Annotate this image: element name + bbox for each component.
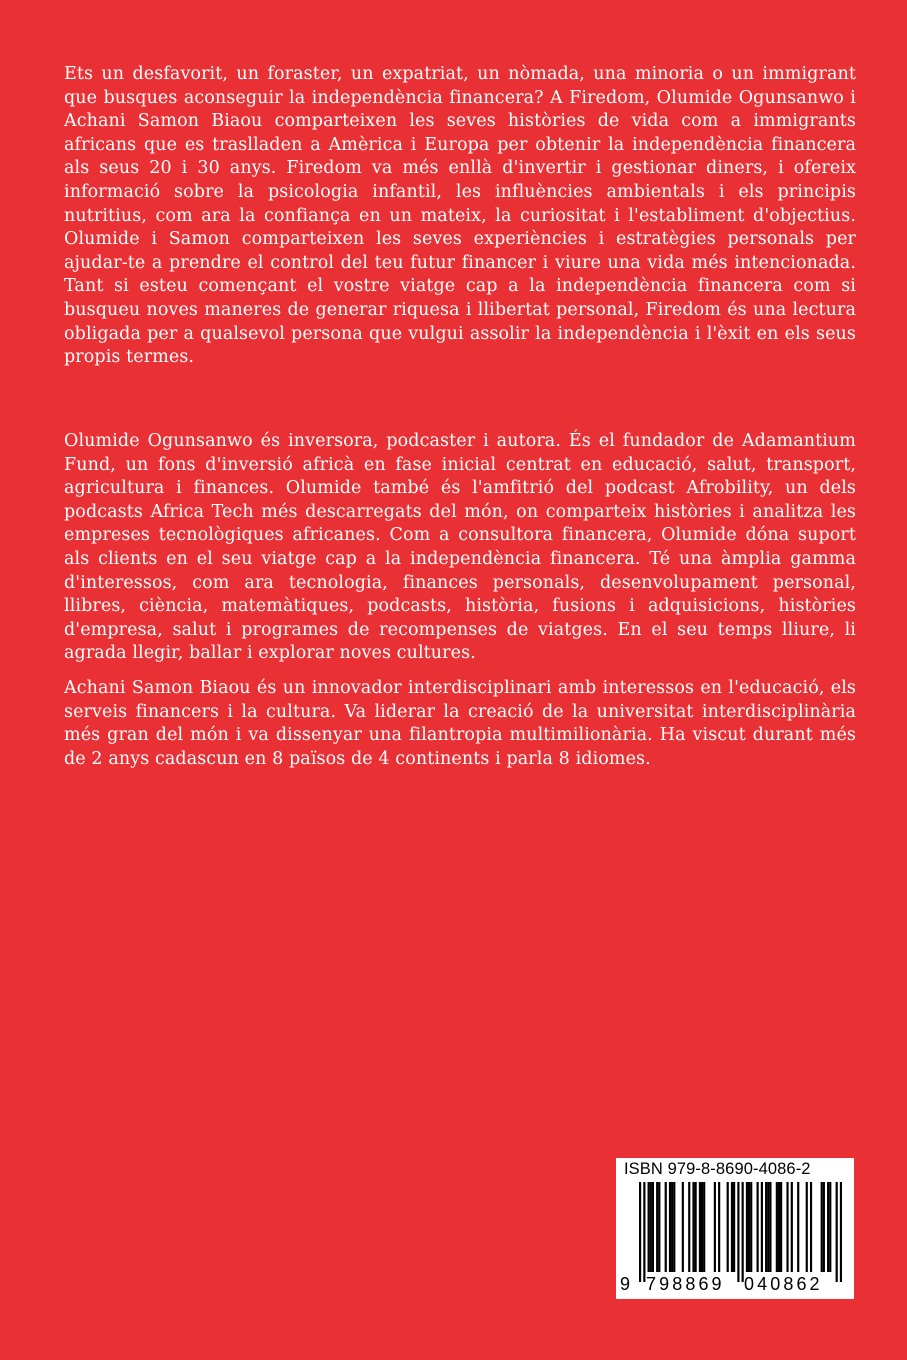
- barcode-bar: [669, 1182, 671, 1272]
- barcode-bar: [718, 1182, 720, 1272]
- barcode-bar: [797, 1182, 799, 1272]
- isbn-barcode-box: [616, 1158, 854, 1299]
- barcode-bar: [757, 1182, 759, 1272]
- barcode-bar: [827, 1182, 829, 1272]
- barcode-bar: [714, 1182, 716, 1272]
- barcode-bar: [742, 1182, 744, 1282]
- barcode-bar: [701, 1182, 703, 1272]
- barcode-bar: [765, 1182, 767, 1272]
- barcode-bar: [767, 1182, 769, 1272]
- barcode-bar: [692, 1182, 694, 1272]
- author-bio-olumide: Olumide Ogunsanwo és inversora, podcaster i autora. És el fundador de Adamantium Fund, un fons d'inversió africà en fase inicial centrat en educació, salut, transport, agricultura i finances. Olumide també és l'amfitrió del podcast Afrobility, un dels podcasts Africa Tech més descarregats del món, on comparteix històries i analitza les empreses tecnològiques africanes. Com a consultora financera, Olumide dóna suport als clients en el seu viatge cap a la independència financera. Té una àmplia gamma d'interessos, com ara tecnologia, finances personals, desenvolupament personal, llibres, ciència, matemàtiques, podcasts, història, fusions i adquisicions, històries d'empresa, salut i programes de recompenses de viatges. En el seu temps lliure, li agrada llegir, ballar i explorar noves cultures.: [64, 431, 856, 664]
- barcode-bar: [823, 1182, 825, 1272]
- barcode-bar: [810, 1182, 812, 1272]
- barcode-digits-right: 040862: [744, 1274, 823, 1294]
- barcode-bar: [648, 1182, 650, 1272]
- barcode-bar: [658, 1182, 660, 1272]
- barcode-bar: [665, 1182, 667, 1272]
- barcode-icon: [639, 1182, 842, 1282]
- isbn-label: ISBN 979-8-8690-4086-2: [624, 1160, 811, 1178]
- barcode-bar: [639, 1182, 641, 1282]
- barcode-bar: [840, 1182, 842, 1282]
- barcode-bar: [727, 1182, 729, 1272]
- barcode-bar: [750, 1182, 752, 1272]
- barcode-bar: [806, 1182, 808, 1272]
- barcode-digits: [616, 1273, 854, 1295]
- barcode-bar: [695, 1182, 697, 1272]
- barcode-bar: [748, 1182, 750, 1272]
- author-bio-samon: Achani Samon Biaou és un innovador interdisciplinari amb interessos en l'educació, els serveis financers i la cultura. Va liderar la creació de la universitat interdisciplinària més gran del món i va dissenyar una filantropia multimilionària. Ha viscut durant més de 2 anys cadascun en 8 països de 4 continents i parla 8 idiomes.: [64, 678, 856, 769]
- barcode-bar: [778, 1182, 780, 1272]
- barcode-bar: [731, 1182, 733, 1272]
- barcode-bar: [776, 1182, 778, 1272]
- barcode-digits-left: 798869: [646, 1274, 725, 1294]
- barcode-bar: [761, 1182, 763, 1272]
- barcode-bar: [791, 1182, 793, 1272]
- barcode-bar: [656, 1182, 658, 1272]
- barcode-bar: [703, 1182, 705, 1272]
- barcode-bar: [737, 1182, 739, 1282]
- barcode-bar: [643, 1182, 645, 1282]
- barcode-bar: [688, 1182, 690, 1272]
- barcode-bar: [682, 1182, 684, 1272]
- barcode-bar: [780, 1182, 782, 1272]
- barcode-bar: [746, 1182, 748, 1272]
- barcode-bar: [650, 1182, 652, 1272]
- barcode-bar: [673, 1182, 675, 1272]
- barcode-bar: [652, 1182, 654, 1272]
- barcode-bar: [836, 1182, 838, 1282]
- barcode-bar: [671, 1182, 673, 1272]
- barcode-bar: [786, 1182, 788, 1272]
- blurb-paragraph: Ets un desfavorit, un foraster, un expatriat, un nòmada, una minoria o un immigrant que busques aconseguir la independència financera? A Firedom, Olumide Ogunsanwo i Achani Samon Biaou comparteixen les seves històries de vida com a immigrants africans que es traslladen a Amèrica i Europa per obtenir la independència financera als seus 20 i 30 anys. Firedom va més enllà d'invertir i gestionar diners, i ofereix informació sobre la psicologia infantil, les influències ambientals i els principis nutritius, com ara la confiança en un mateix, la curiositat i l'establiment d'objectius. Olumide i Samon comparteixen les seves experiències i estratègies personals per ajudar-te a prendre el control del teu futur financer i viure una vida més intencionada. Tant si esteu començant el vostre viatge cap a la independència financera com si busqueu noves maneres de generar riquesa i llibertat personal, Firedom és una lectura obligada per a qualsevol persona que vulgui assolir la independència i l'èxit en els seus propis termes.: [64, 64, 856, 368]
- barcode-digit-first: 9: [620, 1274, 631, 1294]
- barcode-bar: [769, 1182, 771, 1272]
- barcode-bar: [829, 1182, 831, 1272]
- barcode-bar: [699, 1182, 701, 1272]
- barcode-bar: [821, 1182, 823, 1272]
- barcode-bar: [733, 1182, 735, 1272]
